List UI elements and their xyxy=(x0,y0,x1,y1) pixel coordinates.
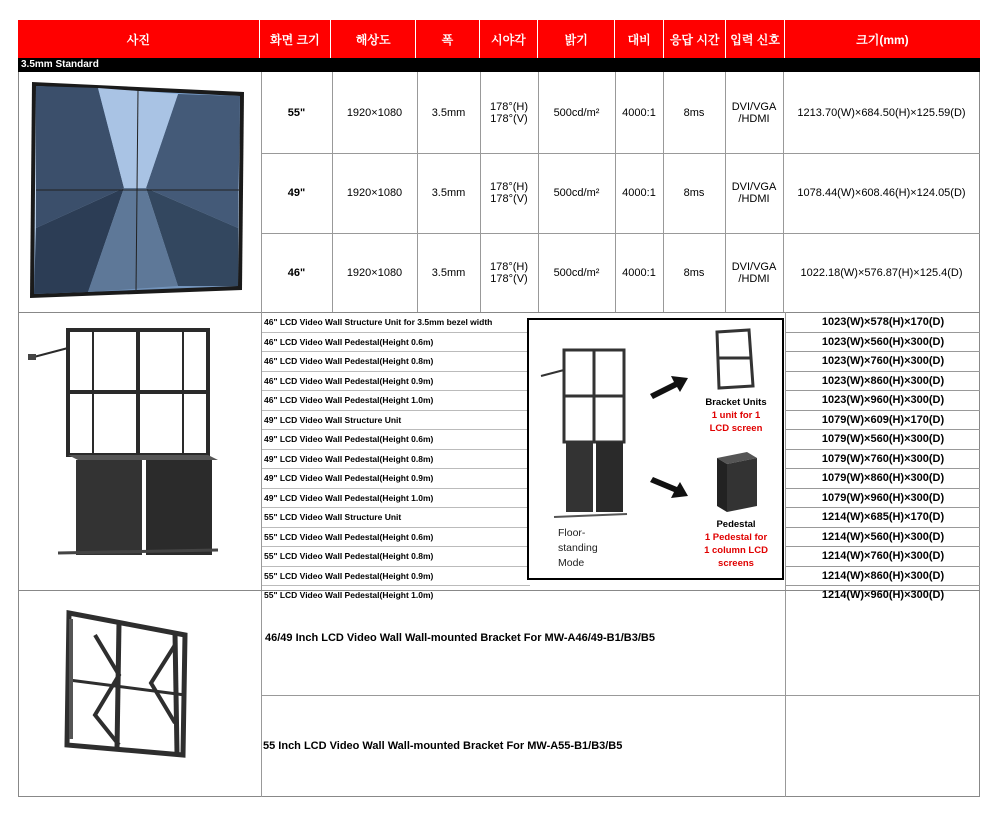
header-contrast: 대비 xyxy=(615,20,664,58)
dimensions: 1022.18(W)×576.87(H)×125.4(D) xyxy=(800,266,963,279)
view-v: 178°(V) xyxy=(490,193,528,205)
list-item: 1023(W)×578(H)×170(D) xyxy=(786,313,980,333)
bezel-width: 3.5mm xyxy=(431,106,466,119)
bracket-desc-46-49: 46/49 Inch LCD Video Wall Wall-mounted Bracket For MW-A46/49-B1/B3/B5 xyxy=(265,632,655,644)
pedestal-icon xyxy=(713,450,763,516)
list-item: 49" LCD Video Wall Pedestal(Height 1.0m) xyxy=(262,489,530,509)
brightness: 500cd/m² xyxy=(553,187,600,199)
contrast: 4000:1 xyxy=(622,266,656,279)
list-item: 49" LCD Video Wall Pedestal(Height 0.9m) xyxy=(262,469,530,489)
pedestal-title: Pedestal xyxy=(716,519,756,530)
brightness: 500cd/m² xyxy=(553,266,600,279)
spec-row xyxy=(261,153,980,233)
header-brightness: 밝기 xyxy=(538,20,615,58)
list-item: 1023(W)×860(H)×300(D) xyxy=(786,372,980,392)
pedestal-line-3: screens xyxy=(718,558,754,569)
input-line-1: DVI/VGA xyxy=(731,100,777,113)
pedestal-line-1: 1 Pedestal for xyxy=(704,532,768,543)
bezel-width: 3.5mm xyxy=(431,266,466,279)
bracket-title: Bracket Units xyxy=(705,397,767,408)
pedestal-label xyxy=(687,518,785,570)
bracket-line-2: LCD screen xyxy=(709,423,763,434)
response-time: 8ms xyxy=(683,187,705,199)
list-item: 55" LCD Video Wall Pedestal(Height 0.9m) xyxy=(262,567,530,587)
list-item: 46" LCD Video Wall Pedestal(Height 0.8m) xyxy=(262,352,530,372)
list-item: 46" LCD Video Wall Structure Unit for 3.5mm bezel width xyxy=(262,313,532,333)
list-item: 49" LCD Video Wall Pedestal(Height 0.6m) xyxy=(262,430,530,450)
bracket-desc-55: 55 Inch LCD Video Wall Wall-mounted Bracket For MW-A55-B1/B3/B5 xyxy=(263,740,623,752)
list-item: 1214(W)×560(H)×300(D) xyxy=(786,528,980,548)
bracket-units-label xyxy=(691,396,781,435)
view-h: 178°(H) xyxy=(489,100,529,113)
response-time: 8ms xyxy=(683,266,705,279)
list-item: 1214(W)×760(H)×300(D) xyxy=(786,547,980,567)
screen-size: 49" xyxy=(287,187,306,199)
list-item: 55" LCD Video Wall Structure Unit xyxy=(262,508,530,528)
spec-row xyxy=(261,233,980,312)
spec-row xyxy=(261,72,980,153)
response-time: 8ms xyxy=(683,106,705,119)
floor-line-2: standing xyxy=(558,542,598,554)
floor-stand-structure-photo xyxy=(28,318,253,580)
input-signal xyxy=(725,72,783,153)
view-h: 178°(H) xyxy=(489,260,529,273)
list-item: 55" LCD Video Wall Pedestal(Height 1.0m) xyxy=(264,590,434,600)
arrow-up-right-icon xyxy=(650,372,690,400)
view-v: 178°(V) xyxy=(490,112,528,125)
resolution: 1920×1080 xyxy=(346,187,403,199)
contrast: 4000:1 xyxy=(622,106,656,119)
view-h: 178°(H) xyxy=(489,181,529,193)
floor-line-3: Mode xyxy=(558,557,585,569)
wall-mount-bracket-photo xyxy=(55,605,225,763)
input-signal xyxy=(725,233,783,312)
list-item: 49" LCD Video Wall Structure Unit xyxy=(262,411,530,431)
floor-line-1: Floor- xyxy=(558,527,586,539)
floor-standing-label xyxy=(558,526,598,571)
viewing-angle xyxy=(480,233,538,312)
viewing-angle xyxy=(480,72,538,153)
list-item: 1214(W)×860(H)×300(D) xyxy=(786,567,980,587)
list-item: 46" LCD Video Wall Pedestal(Height 0.9m) xyxy=(262,372,530,392)
resolution: 1920×1080 xyxy=(346,106,403,119)
screen-size: 46" xyxy=(287,266,306,279)
viewing-angle xyxy=(480,153,538,233)
list-item: 1079(W)×560(H)×300(D) xyxy=(786,430,980,450)
list-item: 1079(W)×760(H)×300(D) xyxy=(786,450,980,470)
input-line-2: /HDMI xyxy=(738,272,770,285)
list-item: 49" LCD Video Wall Pedestal(Height 0.8m) xyxy=(262,450,530,470)
header-screen-size: 화면 크기 xyxy=(260,20,331,58)
bezel-width: 3.5mm xyxy=(431,187,466,199)
list-item: 1214(W)×960(H)×300(D) xyxy=(821,589,945,601)
section-band: 3.5mm Standard xyxy=(18,58,980,72)
input-line-2: /HDMI xyxy=(738,193,770,205)
arrow-down-right-icon xyxy=(650,476,690,504)
list-item: 1079(W)×860(H)×300(D) xyxy=(786,469,980,489)
diagram-structure-icon xyxy=(539,342,629,527)
header-row xyxy=(18,20,980,58)
list-item: 1079(W)×609(H)×170(D) xyxy=(786,411,980,431)
input-signal xyxy=(725,153,783,233)
header-photo: 사진 xyxy=(18,20,260,58)
brightness: 500cd/m² xyxy=(553,106,600,119)
accessory-dims-list xyxy=(786,313,980,605)
header-width: 폭 xyxy=(416,20,479,58)
list-item: 1023(W)×760(H)×300(D) xyxy=(786,352,980,372)
bracket-line-1: 1 unit for 1 xyxy=(711,410,761,421)
list-item: 1214(W)×685(H)×170(D) xyxy=(786,508,980,528)
video-wall-panel-photo xyxy=(28,78,248,302)
list-item: 46" LCD Video Wall Pedestal(Height 0.6m) xyxy=(262,333,530,353)
list-item: 1023(W)×960(H)×300(D) xyxy=(786,391,980,411)
input-line-2: /HDMI xyxy=(738,112,770,125)
dimensions: 1213.70(W)×684.50(H)×125.59(D) xyxy=(797,106,966,119)
view-v: 178°(V) xyxy=(490,272,528,285)
header-resolution: 해상도 xyxy=(331,20,416,58)
header-input-signal: 입력 신호 xyxy=(726,20,784,58)
accessory-list xyxy=(262,313,530,605)
resolution: 1920×1080 xyxy=(346,266,403,279)
list-item: 55" LCD Video Wall Pedestal(Height 0.6m) xyxy=(262,528,530,548)
pedestal-line-2: 1 column LCD xyxy=(704,545,768,556)
list-item: 55" LCD Video Wall Pedestal(Height 0.8m) xyxy=(262,547,530,567)
list-item: 1079(W)×960(H)×300(D) xyxy=(786,489,980,509)
list-item: 1023(W)×560(H)×300(D) xyxy=(786,333,980,353)
divider xyxy=(261,695,980,696)
dimensions: 1078.44(W)×608.46(H)×124.05(D) xyxy=(797,187,966,199)
input-line-1: DVI/VGA xyxy=(731,260,777,273)
input-line-1: DVI/VGA xyxy=(731,181,777,193)
header-size-mm: 크기(mm) xyxy=(785,20,980,58)
header-viewing-angle: 시야각 xyxy=(480,20,538,58)
bracket-unit-icon xyxy=(713,328,757,390)
contrast: 4000:1 xyxy=(622,187,656,199)
list-item: 46" LCD Video Wall Pedestal(Height 1.0m) xyxy=(262,391,530,411)
mounting-diagram xyxy=(527,318,784,580)
header-response-time: 응답 시간 xyxy=(664,20,726,58)
screen-size: 55" xyxy=(287,106,306,119)
